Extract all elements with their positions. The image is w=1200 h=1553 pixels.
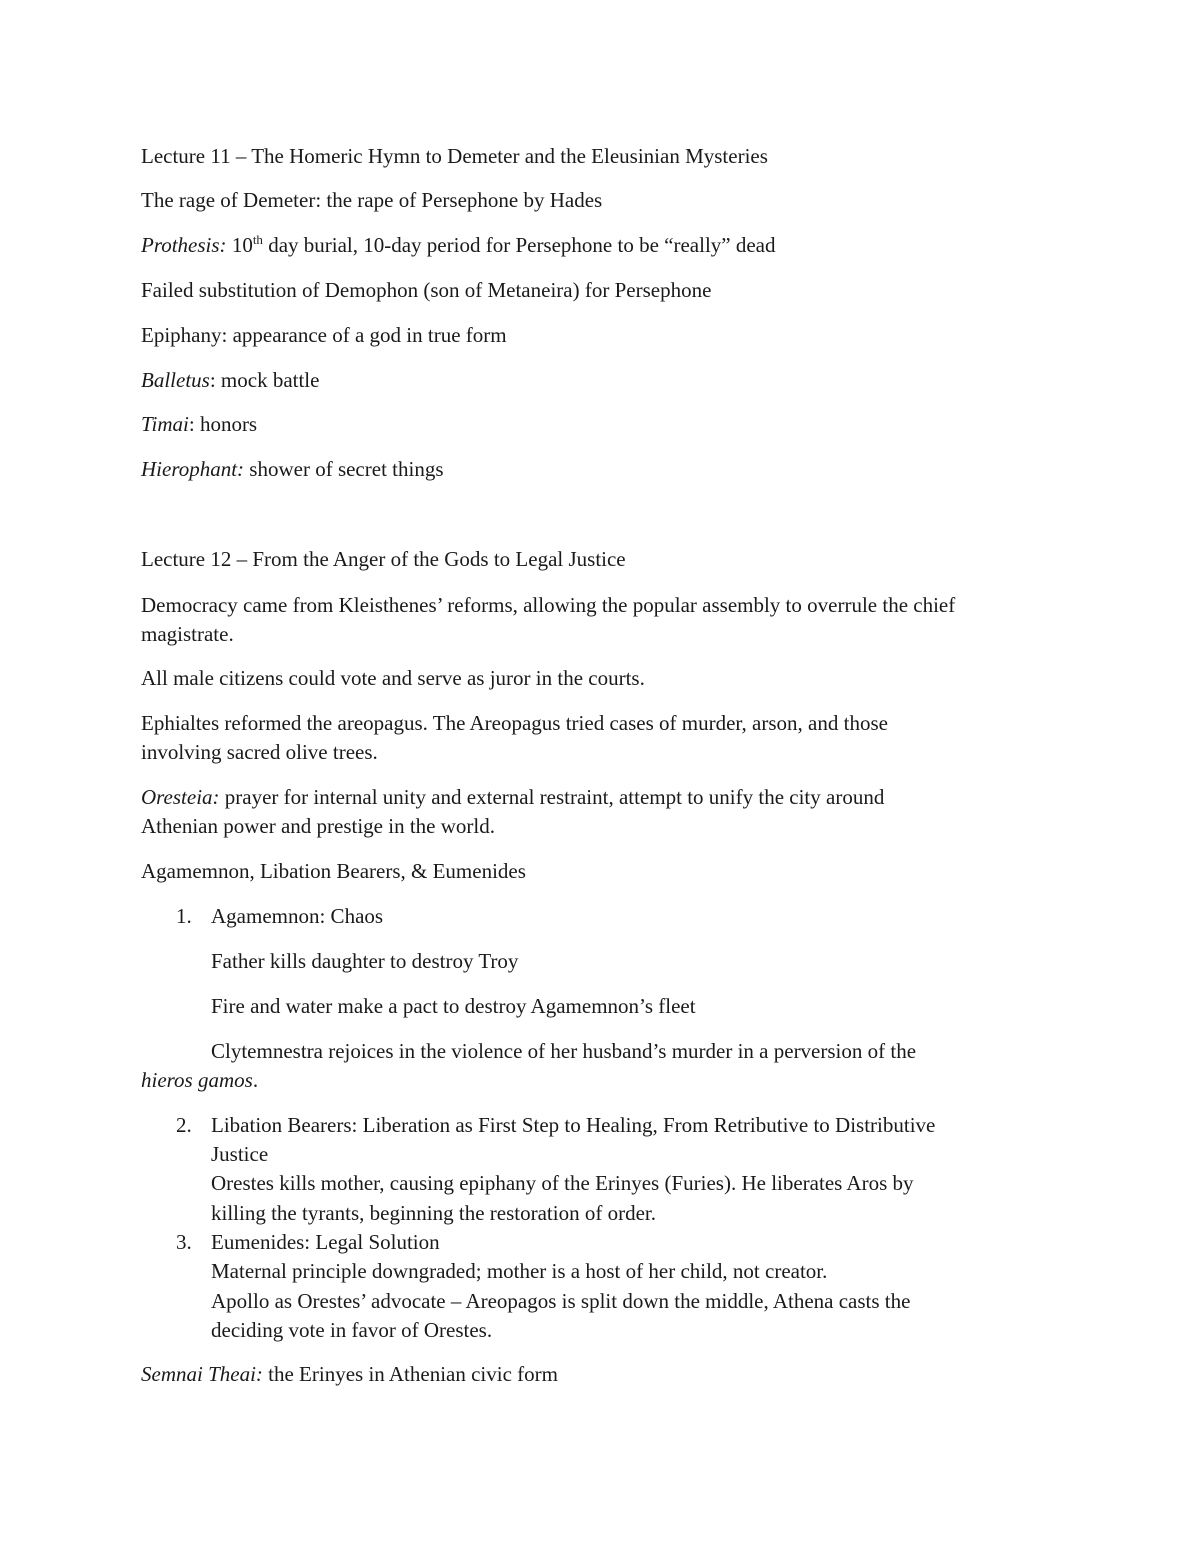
oresteia-line-1 bbox=[141, 783, 884, 812]
lecture-11-title: Lecture 11 – The Homeric Hymn to Demeter and the Eleusinian Mysteries bbox=[141, 144, 768, 168]
ephialtes-line-2: involving sacred olive trees. bbox=[141, 740, 378, 764]
hierophant-definition: shower of secret things bbox=[244, 457, 444, 481]
hieros-gamos-period: . bbox=[252, 1068, 259, 1092]
libation-line-b: killing the tyrants, beginning the restoration of order. bbox=[211, 1201, 656, 1225]
agamemnon-line-b: Fire and water make a pact to destroy Agamemnon’s fleet bbox=[211, 994, 696, 1018]
eumenides-heading: Eumenides: Legal Solution bbox=[211, 1230, 440, 1254]
agamemnon-line-a: Father kills daughter to destroy Troy bbox=[211, 949, 519, 973]
oresteia-line-2: Athenian power and prestige in the world. bbox=[141, 814, 495, 838]
semnai-theai-term: Semnai Theai: bbox=[141, 1362, 263, 1386]
trilogy-line: Agamemnon, Libation Bearers, & Eumenides bbox=[141, 859, 526, 883]
list-number-1: 1. bbox=[176, 904, 192, 928]
prothesis-term: Prothesis: bbox=[141, 233, 227, 257]
prothesis-definition: day burial, 10-day period for Persephone to be “really” dead bbox=[262, 233, 776, 257]
list-number-3: 3. bbox=[176, 1230, 192, 1254]
semnai-theai-line bbox=[141, 1360, 558, 1389]
hierophant-line bbox=[141, 455, 444, 484]
hieros-gamos-term: hieros gamos bbox=[141, 1068, 253, 1092]
balletus-line bbox=[141, 366, 319, 395]
rage-line: The rage of Demeter: the rape of Persephone by Hades bbox=[141, 188, 603, 212]
democracy-line-1: Democracy came from Kleisthenes’ reforms, allowing the popular assembly to overrule the chief bbox=[141, 593, 956, 617]
timai-line bbox=[141, 410, 257, 439]
semnai-theai-definition: the Erinyes in Athenian civic form bbox=[262, 1362, 558, 1386]
oresteia-term: Oresteia: bbox=[141, 785, 220, 809]
prothesis-superscript: th bbox=[252, 232, 263, 247]
libation-heading-2: Justice bbox=[211, 1142, 269, 1166]
ephialtes-line-1: Ephialtes reformed the areopagus. The Areopagus tried cases of murder, arson, and those bbox=[141, 711, 888, 735]
citizens-line: All male citizens could vote and serve as juror in the courts. bbox=[141, 666, 645, 690]
agamemnon-heading: Agamemnon: Chaos bbox=[211, 904, 384, 928]
balletus-definition: : mock battle bbox=[209, 368, 320, 392]
eumenides-line-b: Apollo as Orestes’ advocate – Areopagos is split down the middle, Athena casts the bbox=[211, 1289, 911, 1313]
lecture-12-title: Lecture 12 – From the Anger of the Gods to Legal Justice bbox=[141, 547, 626, 571]
timai-term: Timai bbox=[141, 412, 189, 436]
timai-definition: : honors bbox=[188, 412, 258, 436]
oresteia-definition: prayer for internal unity and external restraint, attempt to unify the city around bbox=[219, 785, 885, 809]
eumenides-line-c: deciding vote in favor of Orestes. bbox=[211, 1318, 493, 1342]
balletus-term: Balletus bbox=[141, 368, 210, 392]
epiphany-line: Epiphany: appearance of a god in true form bbox=[141, 323, 507, 347]
prothesis-line bbox=[141, 231, 776, 260]
list-number-2: 2. bbox=[176, 1113, 192, 1137]
prothesis-number: 10 bbox=[226, 233, 253, 257]
hieros-gamos-line bbox=[141, 1066, 258, 1095]
demophon-line: Failed substitution of Demophon (son of Metaneira) for Persephone bbox=[141, 278, 712, 302]
libation-heading-1: Libation Bearers: Liberation as First Step to Healing, From Retributive to Distributive bbox=[211, 1113, 936, 1137]
democracy-line-2: magistrate. bbox=[141, 622, 234, 646]
agamemnon-line-c: Clytemnestra rejoices in the violence of her husband’s murder in a perversion of the bbox=[211, 1039, 917, 1063]
hierophant-term: Hierophant: bbox=[141, 457, 245, 481]
eumenides-line-a: Maternal principle downgraded; mother is a host of her child, not creator. bbox=[211, 1259, 828, 1283]
libation-line-a: Orestes kills mother, causing epiphany of the Erinyes (Furies). He liberates Aros by bbox=[211, 1171, 914, 1195]
